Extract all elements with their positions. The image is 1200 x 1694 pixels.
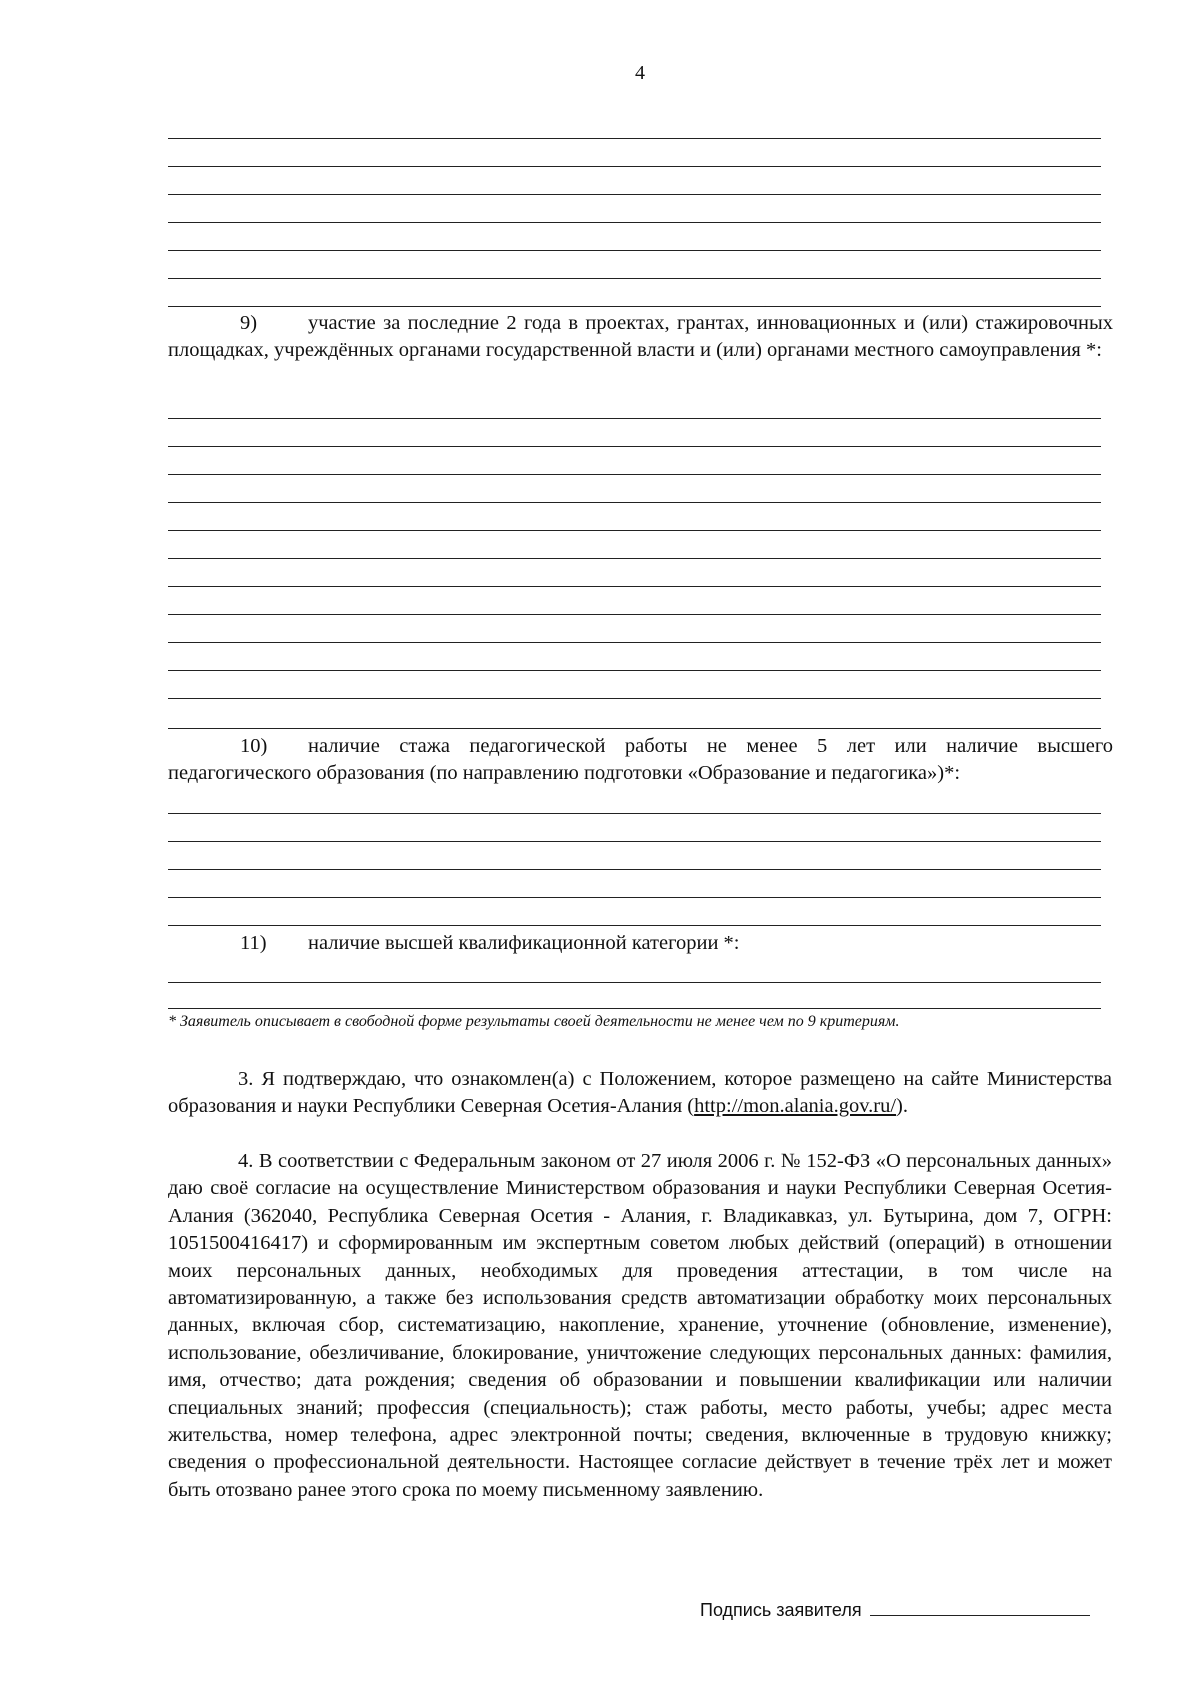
signature-field bbox=[700, 1599, 1090, 1621]
answer-line bbox=[168, 446, 1101, 447]
criterion-text: наличие стажа педагогической работы не менее 5 лет или наличие высшего педагогического образования (по направлению подготовки «Образование и педагогика»)*: bbox=[168, 735, 1113, 784]
answer-line bbox=[168, 586, 1101, 587]
paragraph-3-text: 3. Я подтверждаю, что ознакомлен(а) с Положением, которое размещено на сайте Министерства образования и науки Республики Северная Осетия-Алания ( bbox=[168, 1068, 1112, 1118]
signature-line[interactable] bbox=[870, 1599, 1090, 1616]
answer-line bbox=[168, 1008, 1101, 1009]
answer-line bbox=[168, 530, 1101, 531]
answer-line bbox=[168, 138, 1101, 139]
criterion-text: наличие высшей квалификационной категории *: bbox=[308, 932, 740, 954]
answer-line bbox=[168, 614, 1101, 615]
criterion-number: 9) bbox=[240, 312, 258, 334]
ministry-website-link[interactable]: http://mon.alania.gov.ru/ bbox=[694, 1095, 897, 1118]
footnote: * Заявитель описывает в свободной форме результаты своей деятельности не менее чем по 9 критериям. bbox=[168, 1013, 900, 1030]
answer-line bbox=[168, 278, 1101, 279]
answer-line bbox=[168, 250, 1101, 251]
answer-line bbox=[168, 925, 1101, 926]
answer-line bbox=[168, 869, 1101, 870]
paragraph-3-end: ). bbox=[896, 1095, 908, 1118]
answer-line bbox=[168, 698, 1101, 699]
criterion-text: участие за последние 2 года в проектах, грантах, инновационных и (или) стажировочных площадках, учреждённых органами государственной власти и (или) органами местного самоуправления *: bbox=[168, 312, 1113, 361]
criterion-number: 11) bbox=[240, 932, 267, 954]
paragraph-3 bbox=[168, 1066, 1112, 1121]
answer-line bbox=[168, 474, 1101, 475]
answer-line bbox=[168, 502, 1101, 503]
answer-line bbox=[168, 558, 1101, 559]
answer-line bbox=[168, 166, 1101, 167]
answer-line bbox=[168, 841, 1101, 842]
signature-label: Подпись заявителя bbox=[700, 1600, 862, 1620]
answer-line bbox=[168, 670, 1101, 671]
criterion-item-9 bbox=[168, 310, 1113, 364]
paragraph-4 bbox=[168, 1148, 1112, 1504]
answer-line bbox=[168, 813, 1101, 814]
answer-line bbox=[168, 642, 1101, 643]
criterion-item-10 bbox=[168, 733, 1113, 787]
answer-line bbox=[168, 418, 1101, 419]
paragraph-4-text: 4. В соответствии с Федеральным законом от 27 июля 2006 г. № 152-ФЗ «О персональных данных» даю своё согласие на осуществление Министерством образования и науки Республики Северная Осетия-Алания (362040, Республика Северная Осетия - Алания, г. Владикавказ, ул. Бутырина, дом 7, ОГРН: 1051500416417) и сформированным им экспертным советом любых действий (операций) в отношении моих персональных данных, необходимых для проведения аттестации, в том числе на автоматизированную, а также без использования средств автоматизации обработку моих персональных данных, включая сбор, систематизацию, накопление, хранение, уточнение (обновление, изменение), использование, обезличивание, блокирование, уничтожение следующих персональных данных: фамилия, имя, отчество; дата рождения; сведения об образовании и повышении квалификации или наличии специальных знаний; профессия (специальность); стаж работы, место работы, учебы; адрес места жительства, номер телефона, адрес электронной почты; сведения, включенные в трудовую книжку; сведения о профессиональной деятельности. Настоящее согласие действует в течение трёх лет и может быть отозвано ранее этого срока по моему письменному заявлению. bbox=[168, 1150, 1112, 1501]
answer-line bbox=[168, 222, 1101, 223]
answer-line bbox=[168, 728, 1101, 729]
answer-line bbox=[168, 897, 1101, 898]
criterion-item-11 bbox=[168, 930, 1113, 957]
answer-line bbox=[168, 194, 1101, 195]
criterion-number: 10) bbox=[240, 735, 268, 757]
answer-line bbox=[168, 306, 1101, 307]
page-number: 4 bbox=[635, 62, 645, 84]
answer-line bbox=[168, 982, 1101, 983]
